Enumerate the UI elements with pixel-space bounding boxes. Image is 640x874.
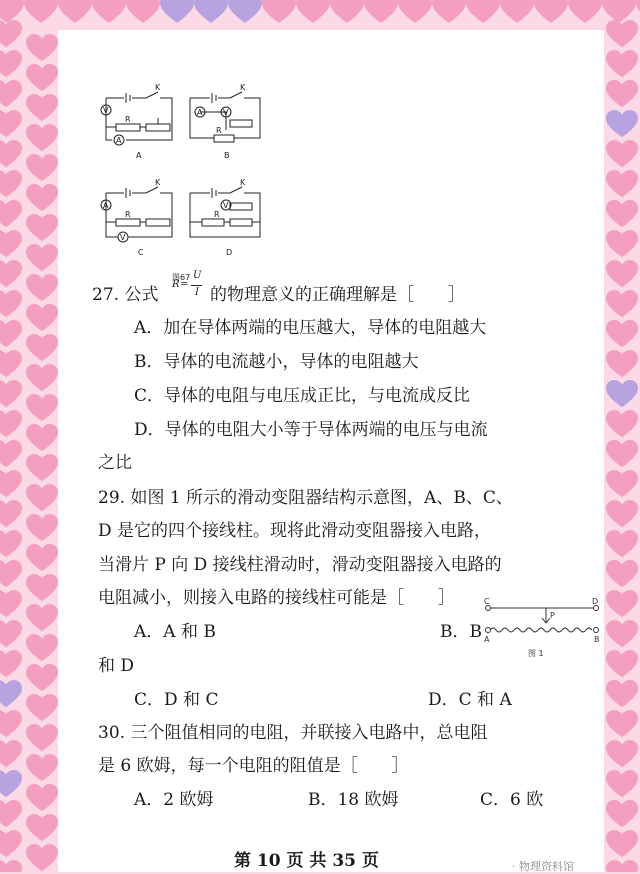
heart-icon [0, 320, 22, 347]
heart-icon [0, 290, 22, 317]
heart-icon [606, 800, 638, 827]
heart-icon [126, 0, 160, 23]
heart-icon [26, 484, 58, 511]
heart-icon [0, 350, 22, 377]
heart-icon [0, 830, 22, 857]
heart-icon [0, 590, 22, 617]
heart-icon [26, 634, 58, 661]
heart-icon [0, 470, 22, 497]
svg-text:R: R [125, 115, 131, 124]
heart-icon [606, 410, 638, 437]
svg-text:A: A [103, 201, 109, 210]
svg-text:A: A [116, 136, 122, 145]
heart-icon [534, 0, 568, 23]
heart-icon [0, 80, 22, 107]
q30-option-c: C．6 欧 [480, 790, 544, 810]
heart-icon [26, 154, 58, 181]
q27-prefix: 27. 公式 [92, 285, 159, 305]
q30-line-2: 是 6 欧姆，每一个电阻的阻值是［ ］ [98, 756, 409, 776]
circuit-c [101, 187, 172, 242]
svg-text:D: D [226, 248, 233, 257]
heart-icon [364, 0, 398, 23]
heart-icon [194, 0, 228, 23]
heart-icon [500, 0, 534, 23]
heart-icon [0, 740, 22, 767]
heart-icon [26, 694, 58, 721]
svg-text:图67: 图67 [172, 273, 191, 282]
heart-icon [26, 664, 58, 691]
heart-icon [0, 440, 22, 467]
q27-option-c: C．导体的电阻与电压成正比，与电流成反比 [134, 386, 471, 406]
heart-icon [160, 0, 194, 23]
q29-option-b: B．B [440, 622, 482, 642]
document-page [58, 30, 604, 872]
heart-icon [606, 170, 638, 197]
svg-text:V: V [120, 233, 126, 242]
q29-line-1: 29. 如图 1 所示的滑动变阻器结构示意图，A、B、C、 [98, 488, 513, 508]
circuit-b [190, 92, 260, 142]
heart-icon [602, 0, 636, 23]
heart-icon [0, 650, 22, 677]
heart-icon [228, 0, 262, 23]
q29-option-c: C．D 和 C [134, 690, 219, 710]
heart-icon [606, 530, 638, 557]
q30-option-b: B．18 欧姆 [308, 790, 399, 810]
heart-icon [606, 200, 638, 227]
circuit-d [190, 187, 260, 237]
heart-icon [0, 560, 22, 587]
heart-icon [26, 604, 58, 631]
heart-icon [0, 230, 22, 257]
svg-text:R: R [216, 126, 222, 135]
heart-icon [0, 800, 22, 827]
heart-icon [606, 260, 638, 287]
q30-option-a: A．2 欧姆 [134, 790, 214, 810]
heart-icon [26, 34, 58, 61]
heart-icon [26, 304, 58, 331]
heart-icon [0, 20, 22, 47]
heart-icon [606, 230, 638, 257]
heart-icon [26, 124, 58, 151]
q27-option-d: D．导体的电阻大小等于导体两端的电压与电流 [134, 420, 488, 440]
heart-icon [606, 50, 638, 77]
heart-icon [0, 860, 22, 872]
heart-icon [0, 140, 22, 167]
heart-icon [606, 320, 638, 347]
heart-icon [606, 470, 638, 497]
q29-option-a: A．A 和 B [134, 622, 216, 642]
heart-icon [606, 830, 638, 857]
heart-icon [0, 50, 22, 77]
svg-text:V: V [223, 201, 229, 210]
heart-icon [26, 244, 58, 271]
svg-text:K: K [240, 178, 246, 187]
heart-icon [606, 80, 638, 107]
heart-icon [26, 814, 58, 841]
heart-icon [606, 680, 638, 707]
svg-text:V: V [103, 106, 109, 115]
svg-text:B: B [224, 151, 230, 160]
heart-icon [0, 110, 22, 137]
q27-option-b: B．导体的电流越小，导体的电阻越大 [134, 352, 419, 372]
svg-text:R: R [125, 210, 131, 219]
heart-icon [0, 530, 22, 557]
heart-icon [0, 380, 22, 407]
svg-text:A: A [136, 151, 142, 160]
heart-icon [26, 334, 58, 361]
heart-icon [26, 94, 58, 121]
heart-icon [0, 200, 22, 227]
heart-icon [296, 0, 330, 23]
heart-icon [26, 454, 58, 481]
heart-icon [606, 560, 638, 587]
watermark: · 物理资料馆 [512, 860, 574, 873]
heart-icon [606, 290, 638, 317]
svg-text:K: K [155, 178, 161, 187]
svg-text:图 1: 图 1 [528, 649, 544, 658]
heart-icon [606, 620, 638, 647]
heart-icon [26, 514, 58, 541]
q27-stem: 的物理意义的正确理解是［ ］ [210, 285, 465, 305]
heart-icon [606, 590, 638, 617]
heart-icon [26, 574, 58, 601]
svg-text:C: C [138, 248, 144, 257]
svg-text:P: P [550, 611, 555, 620]
heart-icon [606, 770, 638, 797]
svg-text:C: C [484, 598, 490, 606]
heart-icon [0, 500, 22, 527]
heart-icon [26, 184, 58, 211]
heart-icon [568, 0, 602, 23]
heart-icon [606, 140, 638, 167]
heart-icon [26, 214, 58, 241]
heart-icon [636, 0, 640, 23]
heart-icon [26, 64, 58, 91]
heart-icon [26, 424, 58, 451]
heart-icon [26, 274, 58, 301]
svg-text:K: K [155, 83, 161, 92]
heart-icon [0, 770, 22, 797]
heart-icon [432, 0, 466, 23]
heart-icon [606, 500, 638, 527]
heart-icon [466, 0, 500, 23]
svg-text:K: K [240, 83, 246, 92]
heart-icon [0, 260, 22, 287]
page-number-footer: 第 10 页 共 35 页 [234, 851, 379, 871]
heart-icon [26, 364, 58, 391]
heart-icon [0, 620, 22, 647]
heart-icon [26, 754, 58, 781]
q27-option-a: A．加在导体两端的电压越大，导体的电阻越大 [134, 318, 487, 338]
heart-icon [26, 784, 58, 811]
heart-icon [92, 0, 126, 23]
circuit-a [101, 92, 172, 145]
q30-line-1: 30. 三个阻值相同的电阻，并联接入电路中，总电阻 [98, 723, 488, 743]
heart-icon [26, 544, 58, 571]
rheostat-figure-1 [480, 598, 604, 664]
q29-option-b-continuation: 和 D [98, 656, 135, 676]
svg-text:V: V [223, 108, 229, 117]
heart-icon [606, 710, 638, 737]
heart-icon [398, 0, 432, 23]
heart-icon [0, 0, 24, 23]
heart-icon [0, 680, 22, 707]
heart-icon [330, 0, 364, 23]
heart-icon [606, 350, 638, 377]
q29-line-2: D 是它的四个接线柱。现将此滑动变阻器接入电路， [98, 521, 492, 541]
svg-text:A: A [484, 635, 490, 644]
svg-text:A: A [197, 108, 203, 117]
heart-icon [262, 0, 296, 23]
heart-icon [0, 410, 22, 437]
svg-text:D: D [592, 598, 599, 606]
q27-option-d-continuation: 之比 [98, 453, 132, 473]
q29-line-4: 电阻减小，则接入电路的接线柱可能是［ ］ [98, 588, 455, 608]
heart-icon [58, 0, 92, 23]
heart-icon [0, 170, 22, 197]
heart-icon [606, 440, 638, 467]
q29-option-d: D．C 和 A [428, 690, 512, 710]
heart-icon [606, 20, 638, 47]
heart-icon [606, 860, 638, 872]
q29-line-3: 当滑片 P 向 D 接线柱滑动时，滑动变阻器接入电路的 [98, 555, 502, 575]
svg-text:B: B [594, 635, 600, 644]
heart-icon [26, 394, 58, 421]
svg-text:R: R [214, 210, 220, 219]
heart-icon [606, 380, 638, 407]
heart-icon [606, 650, 638, 677]
heart-icon [26, 844, 58, 871]
heart-icon [606, 110, 638, 137]
circuit-figure-67 [98, 80, 268, 290]
heart-icon [0, 710, 22, 737]
q27-formula: R = U I [172, 270, 202, 298]
heart-icon [24, 0, 58, 23]
heart-icon [606, 740, 638, 767]
heart-icon [26, 724, 58, 751]
